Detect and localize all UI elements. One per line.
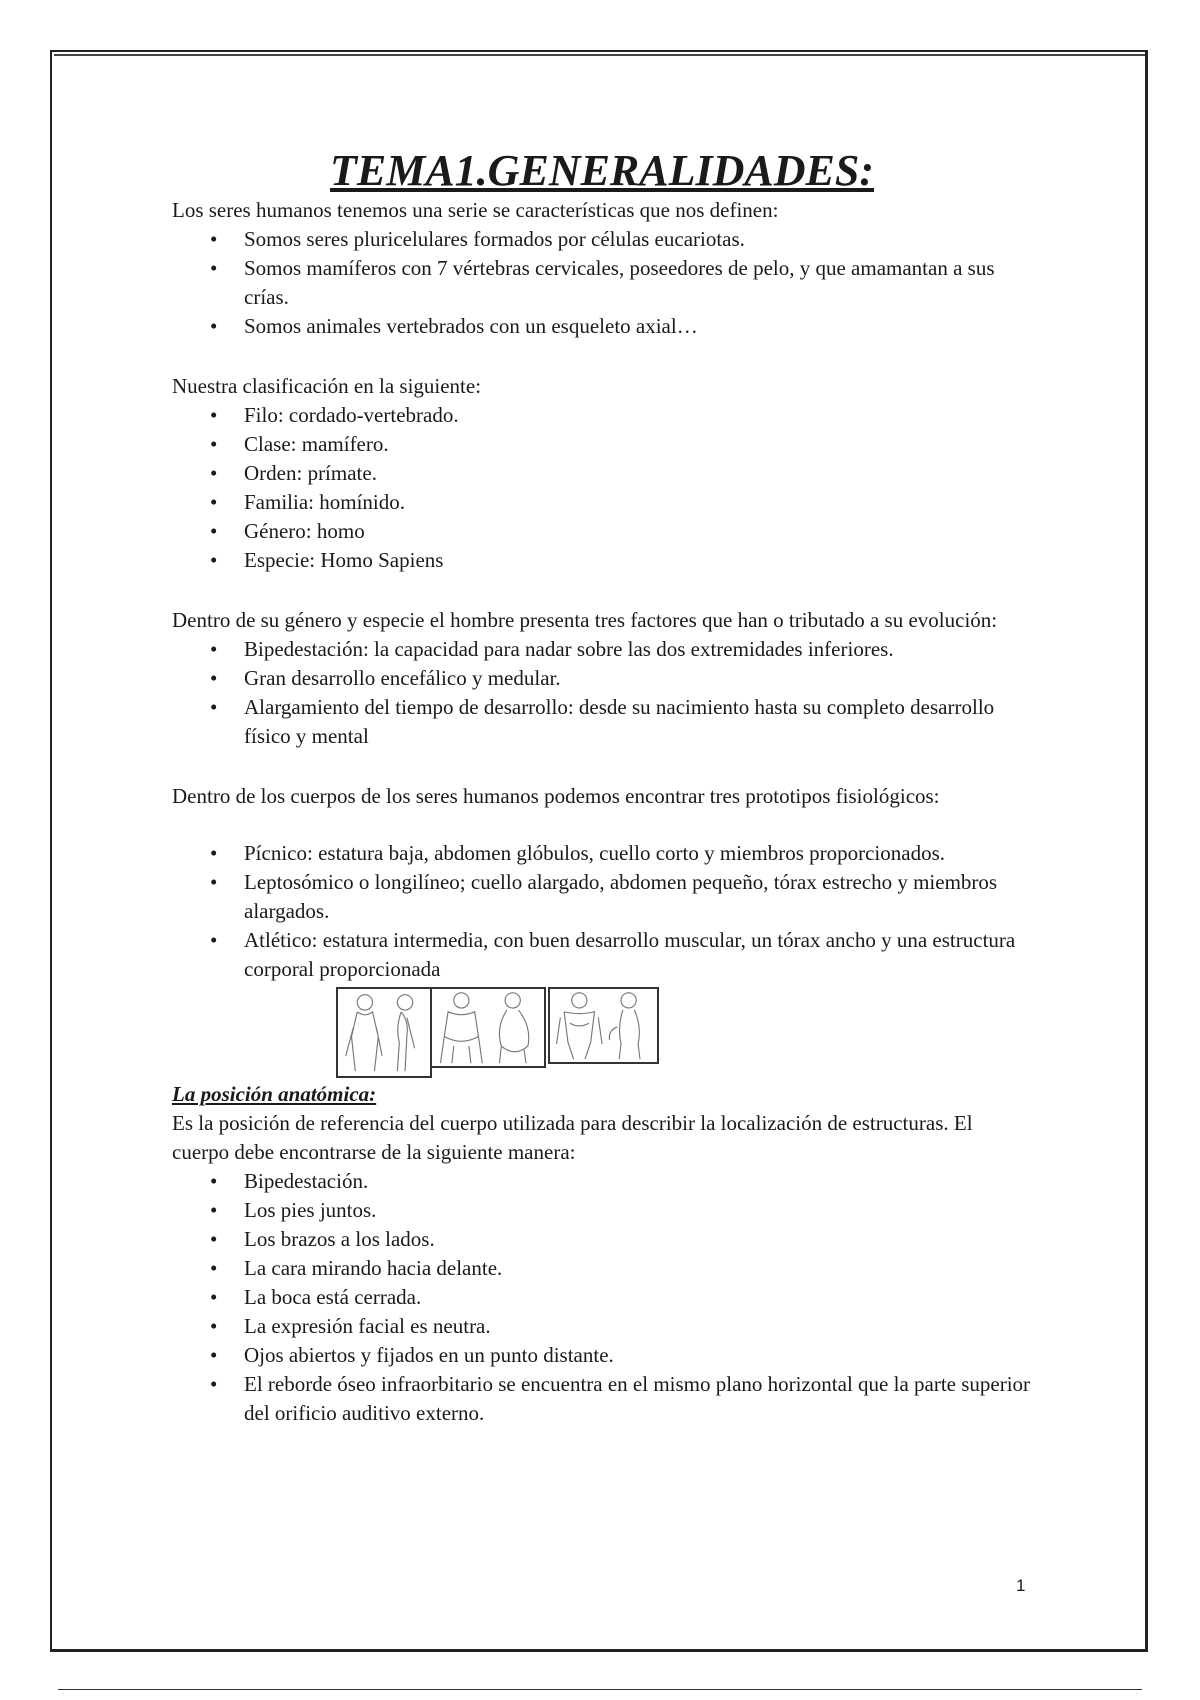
- list-item: • Bipedestación.: [244, 1167, 1032, 1196]
- list-item: • Los pies juntos.: [244, 1196, 1032, 1225]
- document-body: [172, 146, 1032, 1428]
- frame-inner-rule: [54, 54, 1145, 56]
- anatomical-list: [172, 1167, 1032, 1428]
- list-item: • Familia: homínido.: [244, 488, 1032, 517]
- list-item: • Leptosómico o longilíneo; cuello alargado, abdomen pequeño, tórax estrecho y miembros alargados.: [244, 868, 1032, 926]
- list-item: • Los brazos a los lados.: [244, 1225, 1032, 1254]
- list-item: • Atlético: estatura intermedia, con buen desarrollo muscular, un tórax ancho y una estructura corporal proporcionada: [244, 926, 1032, 984]
- list-item: • Clase: mamífero.: [244, 430, 1032, 459]
- list-item: • Orden: prímate.: [244, 459, 1032, 488]
- classification-text: Nuestra clasificación en la siguiente:: [172, 374, 482, 398]
- list-item: • La cara mirando hacia delante.: [244, 1254, 1032, 1283]
- list-item: • Bipedestación: la capacidad para nadar sobre las dos extremidades inferiores.: [244, 635, 1032, 664]
- picnic-figure: [336, 987, 432, 1078]
- list-item: • Somos mamíferos con 7 vértebras cervicales, poseedores de pelo, y que amamantan a sus crías.: [244, 254, 1032, 312]
- evolution-list: [172, 635, 1032, 751]
- anatomical-heading: La posición anatómica:: [172, 1082, 377, 1106]
- athletic-figure: [548, 987, 659, 1064]
- list-item: • Filo: cordado-vertebrado.: [244, 401, 1032, 430]
- classification-list: [172, 401, 1032, 575]
- prototypes-list: [172, 839, 1032, 984]
- intro-list: [172, 225, 1032, 341]
- list-item: • Alargamiento del tiempo de desarrollo: desde su nacimiento hasta su completo desarrollo físico y mental: [244, 693, 1032, 751]
- list-item: • Gran desarrollo encefálico y medular.: [244, 664, 1032, 693]
- bottom-rule: [58, 1689, 1142, 1690]
- list-item: • Ojos abiertos y fijados en un punto distante.: [244, 1341, 1032, 1370]
- page-number: 1: [1016, 1576, 1026, 1595]
- leptosomic-figure: [430, 987, 546, 1068]
- list-item: • Somos animales vertebrados con un esqueleto axial…: [244, 312, 1032, 341]
- body-type-figures: [172, 987, 1032, 1078]
- list-item: • Especie: Homo Sapiens: [244, 546, 1032, 575]
- evolution-text: Dentro de su género y especie el hombre presenta tres factores que han o tributado a su evolución:: [172, 608, 998, 632]
- list-item: • La expresión facial es neutra.: [244, 1312, 1032, 1341]
- page-title: TEMA1.GENERALIDADES:: [329, 146, 874, 195]
- list-item: • Pícnico: estatura baja, abdomen glóbulos, cuello corto y miembros proporcionados.: [244, 839, 1032, 868]
- prototypes-text: Dentro de los cuerpos de los seres humanos podemos encontrar tres prototipos fisiológicos:: [172, 784, 940, 808]
- list-item: • La boca está cerrada.: [244, 1283, 1032, 1312]
- list-item: • Género: homo: [244, 517, 1032, 546]
- anatomical-text: Es la posición de referencia del cuerpo utilizada para describir la localización de estructuras. El cuerpo debe encontrarse de la siguiente manera:: [172, 1111, 973, 1164]
- list-item: • El reborde óseo infraorbitario se encuentra en el mismo plano horizontal que la parte superior del orificio auditivo externo.: [244, 1370, 1032, 1428]
- list-item: • Somos seres pluricelulares formados por células eucariotas.: [244, 225, 1032, 254]
- intro-text: Los seres humanos tenemos una serie se características que nos definen:: [172, 198, 779, 222]
